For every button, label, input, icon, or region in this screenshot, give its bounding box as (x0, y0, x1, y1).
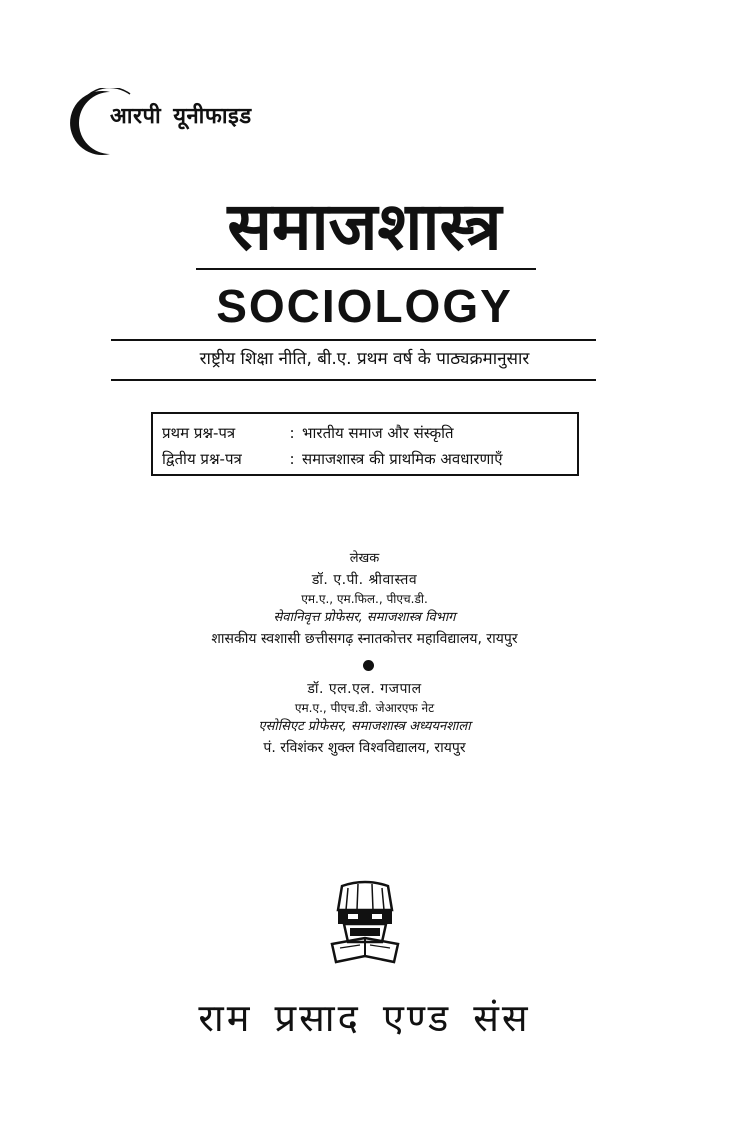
author-designation: एसोसिएट प्रोफेसर, समाजशास्त्र अध्ययनशाला (258, 719, 471, 734)
publisher-word-2: प्रसाद (274, 996, 361, 1040)
author-qualifications: एम.ए., एम.फिल., पीएच.डी. (301, 592, 428, 606)
author-name: डॉ. एल.एल. गजपाल (307, 681, 422, 697)
paper-row (162, 420, 577, 446)
publisher-word-3: एण्ड (382, 996, 452, 1040)
series-word-2: यूनीफाइड (173, 104, 252, 129)
publisher-logo (328, 880, 402, 964)
paper-label: प्रथम प्रश्न-पत्र (162, 424, 236, 442)
authors-heading: लेखक (349, 551, 380, 566)
authors-block (0, 548, 729, 759)
papers-box (151, 412, 579, 476)
book-title-hindi: समाजशास्त्र (227, 187, 502, 265)
author-institution: पं. रविशंकर शुक्ल विश्वविद्यालय, रायपुर (263, 740, 466, 756)
publisher-word-1: राम (198, 996, 253, 1040)
title-divider (196, 268, 536, 270)
series-name (110, 100, 252, 130)
author-designation: सेवानिवृत्त प्रोफेसर, समाजशास्त्र विभाग (273, 610, 456, 625)
publisher-mascot-icon (328, 880, 402, 964)
syllabus-divider-top (111, 339, 596, 341)
paper-row (162, 446, 577, 472)
paper-label: द्वितीय प्रश्न-पत्र (162, 450, 242, 468)
series-word-1: आरपी (110, 104, 162, 129)
series-logo (70, 88, 310, 158)
author-institution: शासकीय स्वशासी छत्तीसगढ़ स्नातकोत्तर महाविद्यालय, रायपुर (211, 631, 518, 647)
paper-colon: : (289, 450, 295, 468)
syllabus-note: राष्ट्रीय शिक्षा नीति, बी.ए. प्रथम वर्ष के पाठ्यक्रमानुसार (199, 349, 530, 369)
author-separator-dot (363, 660, 374, 671)
publisher-name (0, 990, 729, 1046)
publisher-word-4: संस (473, 996, 531, 1040)
syllabus-divider-bottom (111, 379, 596, 381)
author-qualifications: एम.ए., पीएच.डी. जेआरएफ नेट (294, 701, 435, 715)
paper-title: समाजशास्त्र की प्राथमिक अवधारणाएँ (302, 450, 503, 468)
paper-title: भारतीय समाज और संस्कृति (302, 424, 454, 442)
book-title-english: SOCIOLOGY (216, 280, 513, 332)
author-name: डॉ. ए.पी. श्रीवास्तव (311, 572, 418, 588)
paper-colon: : (289, 424, 295, 442)
